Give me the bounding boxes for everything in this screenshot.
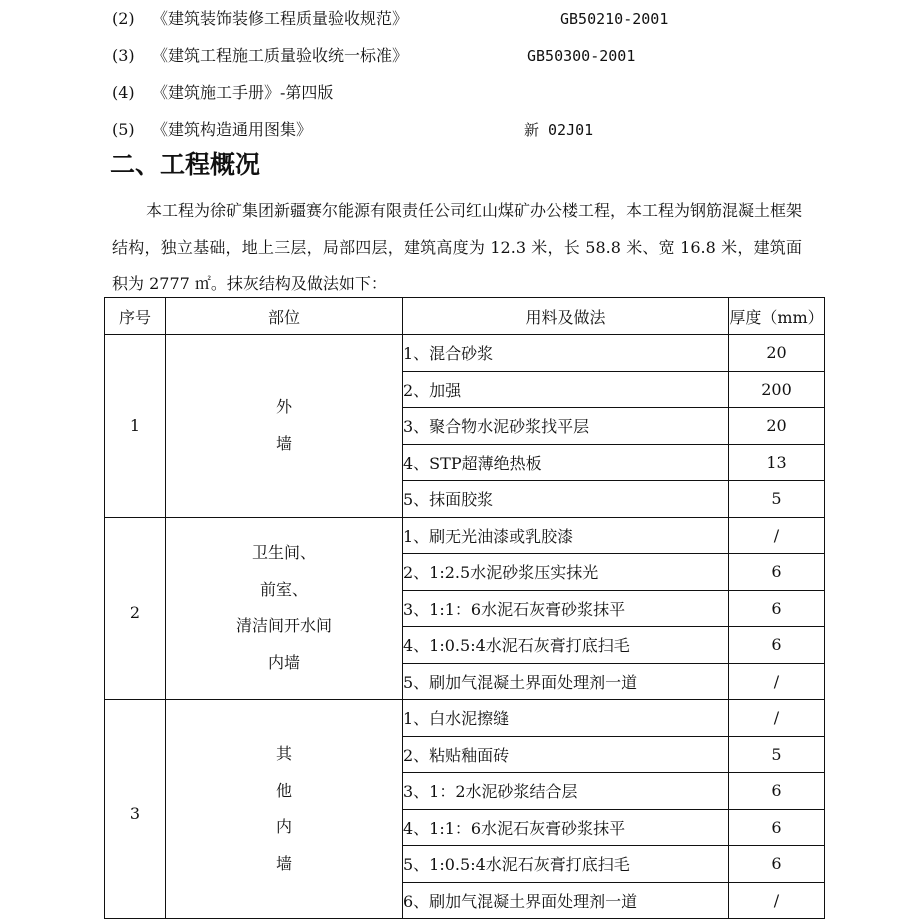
material-cell: 3、1：2水泥砂浆结合层 [403, 773, 729, 810]
header-material: 用料及做法 [403, 298, 729, 335]
reference-item [112, 119, 594, 141]
thickness-cell: 6 [729, 809, 825, 846]
reference-item [112, 8, 669, 30]
thickness-cell: / [729, 700, 825, 737]
part-line: 他 [275, 780, 292, 800]
part-cell [166, 335, 403, 518]
reference-title: 《建筑施工手册》-第四版 [152, 83, 334, 102]
part-line: 卫生间、 [251, 543, 316, 563]
material-cell: 5、刷加气混凝土界面处理剂一道 [403, 663, 729, 700]
reference-number: (2) [112, 9, 135, 28]
reference-item [112, 82, 333, 104]
part-line: 墙 [275, 433, 292, 453]
section-heading: 二、工程概况 [110, 150, 261, 179]
thickness-cell: / [729, 663, 825, 700]
table-row [105, 700, 825, 737]
thickness-cell: 6 [729, 627, 825, 664]
header-part: 部位 [166, 298, 403, 335]
thickness-cell: 6 [729, 773, 825, 810]
thickness-cell: 13 [729, 444, 825, 481]
header-num: 序号 [105, 298, 166, 335]
group-number-cell [105, 517, 166, 700]
part-line: 墙 [275, 853, 292, 873]
material-cell: 6、刷加气混凝土界面处理剂一道 [403, 882, 729, 919]
table-row [105, 335, 825, 372]
material-cell: 4、1:0.5:4水泥石灰膏打底扫毛 [403, 627, 729, 664]
thickness-cell: 5 [729, 736, 825, 773]
table-header-row [105, 298, 825, 335]
group-number: 3 [129, 804, 141, 823]
reference-number: (5) [112, 120, 135, 139]
thickness-cell: 5 [729, 481, 825, 518]
reference-code: 新 02J01 [524, 121, 594, 139]
group-number: 1 [129, 416, 141, 436]
part-line: 外 [275, 397, 292, 417]
material-cell: 3、聚合物水泥砂浆找平层 [403, 408, 729, 445]
table-row [105, 517, 825, 554]
reference-title: 《建筑装饰装修工程质量验收规范》 [152, 9, 409, 28]
part-line: 前室、 [259, 579, 308, 599]
thickness-cell: 6 [729, 846, 825, 883]
group-number-cell [105, 335, 166, 518]
project-overview-paragraph: 本工程为徐矿集团新疆赛尔能源有限责任公司红山煤矿办公楼工程，本工程为钢筋混凝土框架结构，独立基础，地上三层，局部四层，建筑高度为 12.3 米，长 58.8 米、宽 16.8 米，建筑面积为 2777 ㎡。抹灰结构及做法如下： [112, 201, 803, 293]
plaster-spec-table [104, 297, 825, 919]
material-cell: 1、刷无光油漆或乳胶漆 [403, 517, 729, 554]
material-cell: 2、粘贴釉面砖 [403, 736, 729, 773]
thickness-cell: 200 [729, 371, 825, 408]
material-cell: 1、白水泥擦缝 [403, 700, 729, 737]
part-line: 清洁间开水间 [235, 616, 332, 636]
material-cell: 4、1:1：6水泥石灰膏砂浆抹平 [403, 809, 729, 846]
reference-item [112, 45, 636, 67]
reference-code: GB50210-2001 [560, 10, 669, 28]
header-thickness: 厚度（mm） [729, 298, 825, 335]
thickness-cell: / [729, 882, 825, 919]
material-cell: 3、1:1：6水泥石灰膏砂浆抹平 [403, 590, 729, 627]
reference-title: 《建筑构造通用图集》 [152, 120, 313, 139]
thickness-cell: 20 [729, 335, 825, 372]
material-cell: 4、STP超薄绝热板 [403, 444, 729, 481]
reference-code: GB50300-2001 [527, 47, 636, 65]
material-cell: 2、1:2.5水泥砂浆压实抹光 [403, 554, 729, 591]
thickness-cell: 6 [729, 590, 825, 627]
material-cell: 5、1:0.5:4水泥石灰膏打底扫毛 [403, 846, 729, 883]
reference-title: 《建筑工程施工质量验收统一标准》 [152, 46, 409, 65]
thickness-cell: 20 [729, 408, 825, 445]
part-cell [166, 517, 403, 700]
material-cell: 1、混合砂浆 [403, 335, 729, 372]
group-number: 2 [129, 603, 141, 623]
thickness-cell: / [729, 517, 825, 554]
part-line: 其 [275, 744, 292, 763]
part-line: 内墙 [267, 652, 300, 672]
group-number-cell [105, 700, 166, 919]
reference-number: (3) [112, 46, 135, 65]
material-cell: 5、抹面胶浆 [403, 481, 729, 518]
reference-number: (4) [112, 83, 135, 102]
part-line: 内 [275, 817, 292, 836]
material-cell: 2、加强 [403, 371, 729, 408]
thickness-cell: 6 [729, 554, 825, 591]
part-cell [166, 700, 403, 919]
